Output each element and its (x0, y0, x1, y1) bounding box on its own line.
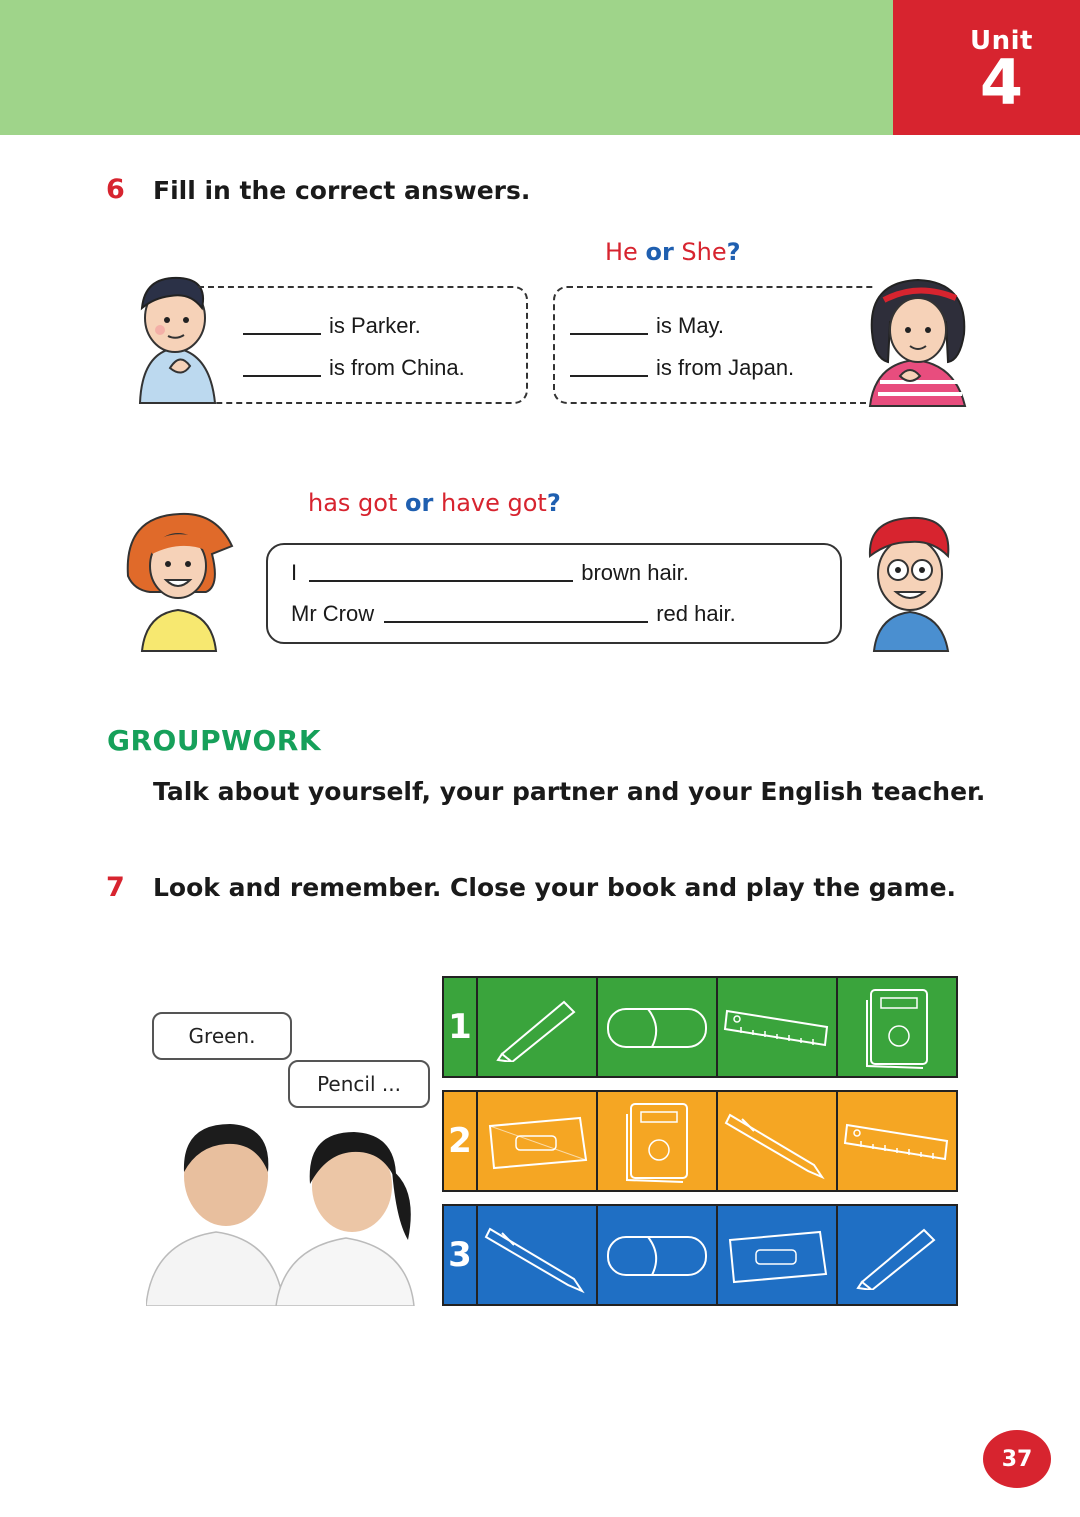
may-line-1-text: is May. (656, 313, 725, 338)
blank[interactable] (384, 621, 648, 623)
unit-number: 4 (979, 46, 1024, 119)
blank[interactable] (309, 580, 573, 582)
q7-instruction: Look and remember. Close your book and play the game. (153, 873, 957, 902)
grid-row-3 (442, 1204, 958, 1306)
pencil-icon (478, 978, 598, 1076)
bubble-line-1-start: I (291, 560, 298, 585)
may-line-2-text: is from Japan. (656, 355, 795, 380)
choice-or-2: or (405, 489, 434, 517)
blank[interactable] (243, 333, 321, 335)
may-illustration (860, 272, 975, 408)
has-got-prompt (308, 489, 561, 517)
parker-line-1-text: is Parker. (329, 313, 421, 338)
blank[interactable] (570, 333, 648, 335)
header-band (0, 0, 893, 135)
pen-icon (478, 1206, 598, 1304)
bubble-line-2-end: red hair. (656, 601, 736, 626)
speech-green: Green. (152, 1012, 292, 1060)
pen-icon (718, 1092, 838, 1190)
book-icon (838, 978, 956, 1076)
choice-have-got: have got (441, 489, 547, 517)
grid-row-1 (442, 976, 958, 1078)
may-line-2 (570, 355, 794, 381)
may-line-1 (570, 313, 724, 339)
groupwork-text: Talk about yourself, your partner and your English teacher. (153, 777, 986, 806)
mr-crow-illustration (860, 512, 960, 652)
parker-line-2 (243, 355, 465, 381)
row-number: 1 (444, 978, 478, 1076)
parker-line-2-text: is from China. (329, 355, 465, 380)
page-number: 37 (983, 1430, 1051, 1488)
girl-illustration (120, 506, 240, 652)
choice-q-2: ? (546, 489, 561, 517)
groupwork-title: GROUPWORK (107, 724, 322, 757)
choice-she: She (681, 238, 727, 266)
bubble-line-1 (291, 560, 689, 586)
eraser-icon (598, 1206, 718, 1304)
choice-or: or (645, 238, 674, 266)
ruler-icon (718, 978, 838, 1076)
pencil-icon (838, 1206, 956, 1304)
may-answer-box (553, 286, 873, 404)
q6-instruction: Fill in the correct answers. (153, 176, 531, 205)
parker-answer-box (198, 286, 528, 404)
grid-row-2 (442, 1090, 958, 1192)
pencil-case-icon (718, 1206, 838, 1304)
bubble-line-2-start: Mr Crow (291, 601, 375, 626)
speech-pencil: Pencil ... (288, 1060, 430, 1108)
choice-q: ? (726, 238, 741, 266)
eraser-icon (598, 978, 718, 1076)
parker-line-1 (243, 313, 421, 339)
unit-label: Unit (970, 26, 1033, 56)
q7-number: 7 (106, 872, 125, 903)
unit-tab (893, 0, 1080, 135)
blank[interactable] (243, 375, 321, 377)
choice-he: He (605, 238, 638, 266)
row-number: 3 (444, 1206, 478, 1304)
he-or-she-prompt (605, 238, 741, 266)
book-icon (598, 1092, 718, 1190)
children-photo (146, 1120, 416, 1306)
row-number: 2 (444, 1092, 478, 1190)
has-got-bubble (266, 543, 842, 644)
choice-has-got: has got (308, 489, 398, 517)
ruler-icon (838, 1092, 956, 1190)
q6-number: 6 (106, 174, 125, 205)
blank[interactable] (570, 375, 648, 377)
bubble-line-1-end: brown hair. (581, 560, 689, 585)
bubble-line-2 (291, 601, 736, 627)
pencil-case-icon (478, 1092, 598, 1190)
